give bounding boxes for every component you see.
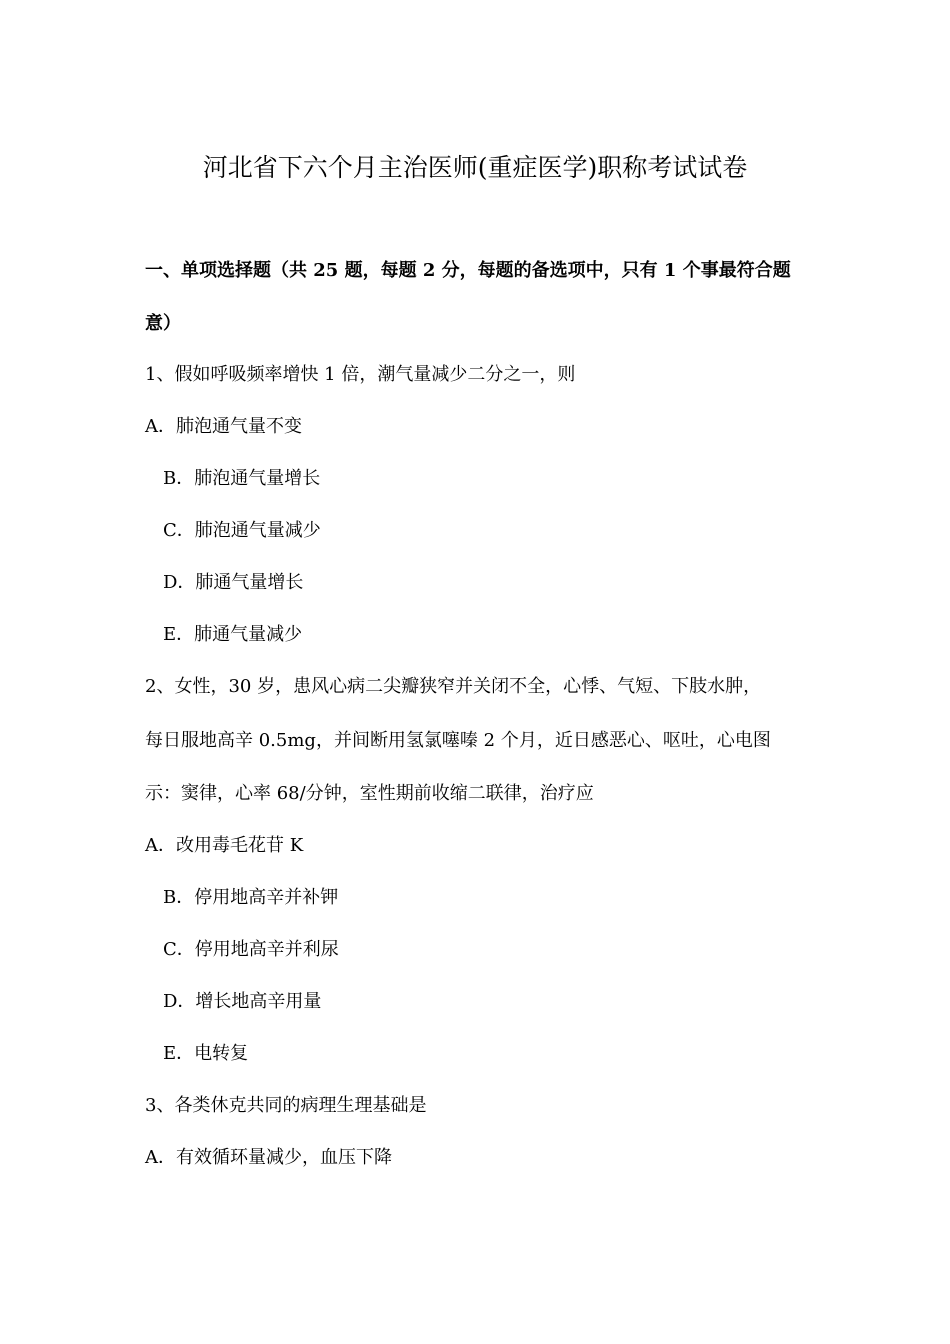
question-3-option-a: A．有效循环量减少，血压下降	[145, 1147, 392, 1168]
question-1-stem: 1、假如呼吸频率增快 1 倍，潮气量减少二分之一，则	[145, 364, 576, 385]
section-heading-line-1: 一、单项选择题（共 25 题，每题 2 分，每题的备选项中，只有 1 个事最符合题	[145, 260, 791, 281]
question-1-option-c: C．肺泡通气量减少	[163, 520, 321, 541]
question-1-option-d: D．肺通气量增长	[163, 572, 304, 593]
section-heading-line-2: 意）	[145, 313, 181, 334]
question-2-stem-line-2: 每日服地高辛 0.5mg，并间断用氢氯噻嗪 2 个月，近日感恶心、呕吐，心电图	[145, 730, 771, 751]
question-2-stem-line-1: 2、女性，30 岁，患风心病二尖瓣狭窄并关闭不全，心悸、气短、下肢水肿，	[145, 676, 762, 697]
document-title: 河北省下六个月主治医师(重症医学)职称考试试卷	[202, 153, 748, 182]
question-2-option-b: B．停用地高辛并补钾	[163, 887, 339, 908]
question-2-stem-line-3: 示：窦律，心率 68/分钟，室性期前收缩二联律，治疗应	[145, 783, 594, 804]
question-1-option-a: A．肺泡通气量不变	[145, 416, 302, 437]
question-2-option-e: E．电转复	[163, 1043, 249, 1064]
question-1-option-b: B．肺泡通气量增长	[163, 468, 321, 489]
question-2-option-a: A．改用毒毛花苷 K	[145, 835, 304, 856]
question-2-option-d: D．增长地高辛用量	[163, 991, 322, 1012]
question-1-option-e: E．肺通气量减少	[163, 624, 303, 645]
question-3-stem: 3、各类休克共同的病理生理基础是	[145, 1095, 427, 1116]
question-2-option-c: C．停用地高辛并利尿	[163, 939, 339, 960]
